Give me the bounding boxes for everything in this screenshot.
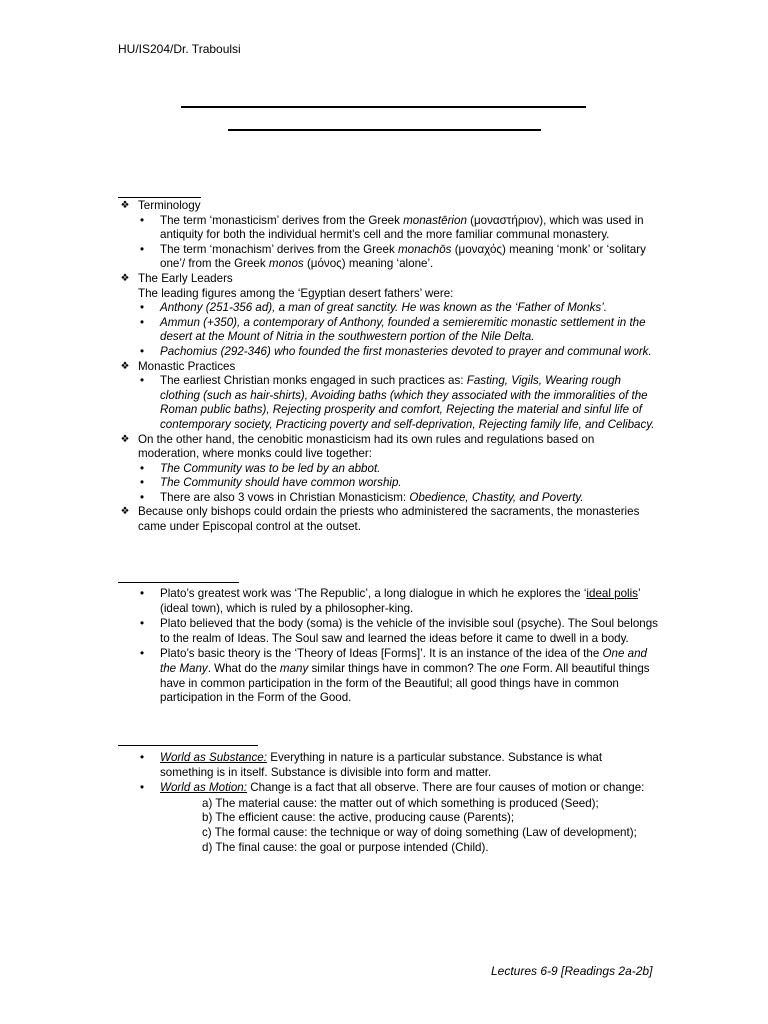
title-blank-line-2 (228, 129, 541, 131)
title-blank-line-1 (181, 106, 586, 108)
cause-final: d) The final cause: the goal or purpose intended (Child). (202, 840, 489, 854)
text-run: Plato’s greatest work was ‘The Republic’, a long dialogue in which he explores the ‘ (160, 587, 587, 600)
cenobitic-text: On the other hand, the cenobitic monasticism had its own rules and regulations based on moderation, where monks could live together: (138, 432, 595, 461)
text-run: . What do the (207, 661, 280, 675)
italic-term: monos (268, 257, 304, 271)
diamond-bullet-icon: ❖ (120, 200, 130, 211)
text-run: Change is a fact that all observe. There are four causes of motion or change: (246, 781, 645, 795)
text-run: Plato’s basic theory is the ‘Theory of Ideas [Forms]’. It is an instance of the idea of the (160, 647, 603, 661)
terminology-heading: Terminology (138, 199, 201, 212)
cause-material: a) The material cause: the matter out of which something is produced (Seed); (202, 796, 599, 810)
diamond-bullet-icon: ❖ (120, 360, 130, 372)
early-leaders-list (118, 301, 658, 359)
list-item (118, 214, 658, 243)
text-run: The term ‘monasticism’ derives from the Greek (160, 213, 404, 227)
bullet-dot-icon: • (140, 617, 145, 631)
list-item (118, 587, 658, 616)
list-item (118, 316, 658, 345)
diamond-item-early-leaders (118, 272, 658, 287)
substance-label: World as Substance: (160, 751, 267, 764)
section-aristotle (118, 751, 658, 855)
bullet-dot-icon: • (140, 751, 145, 764)
course-header: HU/IS204/Dr. Traboulsi (118, 42, 241, 56)
cenobitic-list (118, 462, 658, 506)
text-run: The term ‘monachism’ derives from the Greek (160, 242, 398, 256)
terminology-list (118, 214, 658, 272)
section-monasticism (118, 199, 658, 535)
diamond-bullet-icon: ❖ (120, 272, 130, 284)
plato-list (118, 587, 658, 706)
list-item (118, 647, 658, 705)
italic-term: many (279, 661, 309, 675)
diamond-bullet-icon: ❖ (120, 506, 130, 518)
text-run: Form. All beautiful things have in common participation in the form of the Beautiful; all good things have in common participation in the Form of the Good. (160, 661, 650, 705)
underlined-term: ideal polis (586, 587, 638, 600)
text-run: (μόνος) meaning ‘alone’. (303, 257, 434, 271)
section-heading-blank-3 (118, 745, 258, 746)
list-item (118, 617, 658, 646)
text-run: (μοναστήριον), which was used in antiquity for both the individual hermit’s cell and the more familiar communal monastery. (160, 213, 644, 242)
italic-term: monachōs (397, 242, 452, 256)
text-run: Plato believed that the body (soma) is the vehicle of the invisible soul (psyche). The Soul belongs to the realm of Ideas. The Soul saw and learned the ideas before it came to dwell in a body. (160, 617, 658, 645)
section-heading-blank-1 (118, 197, 201, 198)
cenobitic-rule-abbot: The Community was to be led by an abbot. (160, 461, 381, 475)
vows-italic: Obedience, Chastity, and Poverty. (409, 490, 584, 504)
early-leaders-heading: The Early Leaders (138, 271, 233, 285)
list-item (118, 491, 658, 506)
text-run: similar things have in common? The (308, 661, 501, 675)
motion-label: World as Motion: (160, 781, 247, 795)
text-run: There are also 3 vows in Christian Monasticism: (160, 490, 410, 504)
leader-ammun: Ammun (+350), a contemporary of Anthony, founded a semieremitic monastic settlement in the desert at the Mount of Nitria in the southwestern portion of the Nile Delta. (160, 315, 646, 344)
leader-pachomius: Pachomius (292-346) who founded the first monasteries devoted to prayer and communal work. (160, 344, 652, 358)
bullet-dot-icon: • (140, 781, 145, 795)
bullet-dot-icon: • (140, 461, 145, 475)
section-plato (118, 587, 658, 707)
italic-term: One and the Many (160, 647, 647, 675)
practices-list (118, 374, 658, 432)
italic-term: monastērion (403, 213, 467, 227)
cause-efficient: b) The efficient cause: the active, producing cause (Parents); (202, 811, 515, 825)
bullet-dot-icon: • (140, 213, 145, 227)
bullet-dot-icon: • (140, 647, 145, 661)
bullet-dot-icon: • (140, 315, 145, 329)
text-run: ’ (ideal town), which is ruled by a philosopher-king. (160, 587, 641, 615)
leader-anthony: Anthony (251-356 ad), a man of great sanctity. He was known as the ‘Father of Monks’. (160, 301, 608, 315)
diamond-item-practices (118, 360, 658, 375)
aristotle-list (118, 751, 658, 796)
diamond-bullet-icon: ❖ (120, 433, 130, 445)
list-item (118, 781, 658, 796)
early-leaders-intro: The leading figures among the ‘Egyptian desert fathers’ were: (138, 286, 454, 300)
list-item (118, 301, 658, 316)
diamond-item-cenobitic (118, 433, 658, 462)
cause-formal: c) The formal cause: the technique or way of doing something (Law of development); (202, 825, 637, 839)
bullet-dot-icon: • (140, 490, 145, 504)
practices-heading: Monastic Practices (138, 359, 236, 373)
list-item (118, 462, 658, 477)
cenobitic-rule-worship: The Community should have common worship. (160, 476, 402, 490)
bullet-dot-icon: • (140, 476, 145, 490)
list-item (118, 374, 658, 432)
text-run: (μοναχός) meaning ‘monk’ or ‘solitary one’/ from the Greek (160, 242, 646, 271)
diamond-item-terminology (118, 199, 658, 214)
list-item (118, 476, 658, 491)
bullet-dot-icon: • (140, 301, 145, 315)
bullet-dot-icon: • (140, 344, 145, 358)
list-item (118, 243, 658, 272)
list-item (118, 751, 658, 780)
bullet-dot-icon: • (140, 242, 145, 256)
bullet-dot-icon: • (140, 587, 145, 600)
bullet-dot-icon: • (140, 374, 145, 388)
list-item (118, 345, 658, 360)
bishops-text: Because only bishops could ordain the priests who administered the sacraments, the monasteries came under Episcopal control at the outset. (138, 505, 640, 534)
section-heading-blank-2 (118, 582, 239, 583)
italic-term: one (500, 661, 520, 675)
text-run: Everything in nature is a particular substance. Substance is what something is in itself. Substance is divisible into form and matter. (160, 751, 603, 779)
four-causes-list (118, 797, 658, 855)
diamond-item-bishops (118, 505, 658, 534)
practices-italic: Fasting, Vigils, Wearing rough clothing (such as hair-shirts), Avoiding baths (which they associated with the immoralities of the Roman public baths), Rejecting prosperity and comfort, Rejecting the material and sinful life of contemporary society, Practicing poverty and self-deprivation, Rejecting family life, and Celibacy. (160, 374, 655, 431)
page-footer: Lectures 6-9 [Readings 2a-2b] (491, 964, 653, 978)
text-run: The earliest Christian monks engaged in such practices as: (160, 374, 467, 388)
